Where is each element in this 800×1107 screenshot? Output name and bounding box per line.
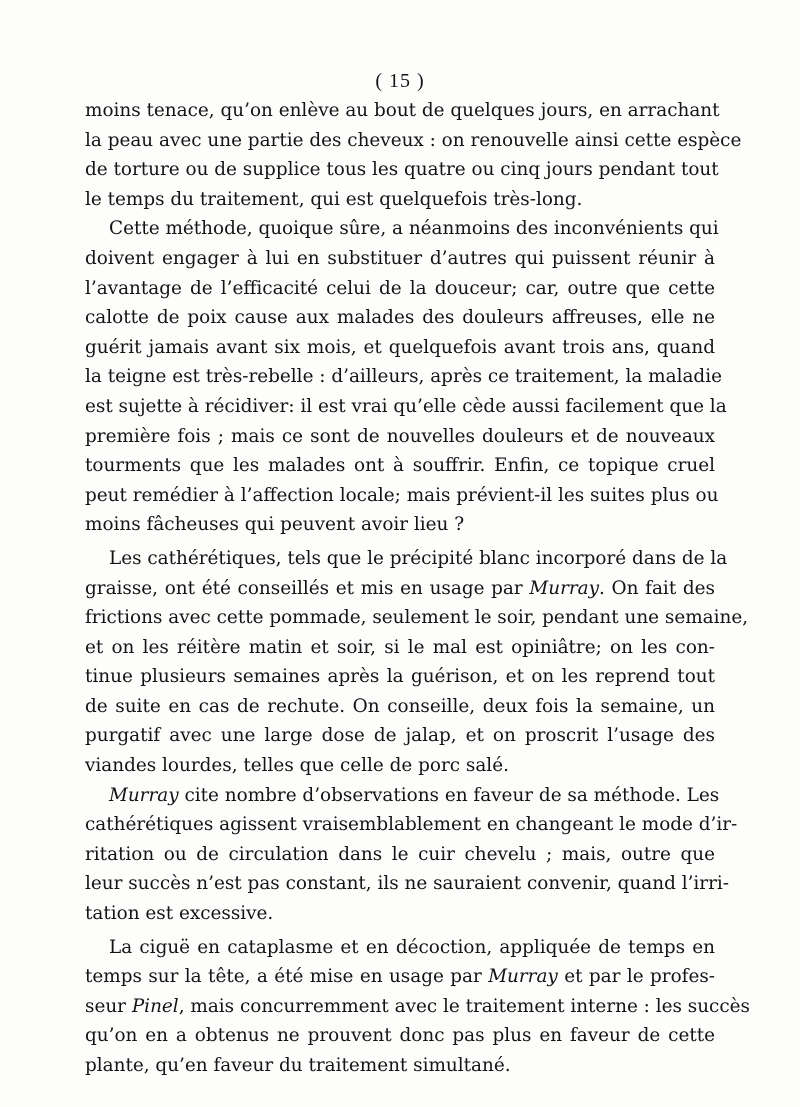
text-line: de suite en cas de rechute. On conseille, deux fois la semaine, un <box>85 695 715 717</box>
page-number: ( 15 ) <box>375 70 425 92</box>
text-line: est sujette à récidiver: il est vrai qu’elle cède aussi facilement que la <box>85 395 727 417</box>
text-line: moins tenace, qu’on enlève au bout de quelques jours, en arrachant <box>85 100 720 121</box>
text-line: temps sur la tête, a été mise en usage par Murray et par le profes- <box>85 966 715 988</box>
text-line: guérit jamais avant six mois, et quelquefois avant trois ans, quand <box>85 336 715 358</box>
text-line: doivent engager à lui en substituer d’autres qui puissent réunir à <box>85 247 715 269</box>
body-text <box>85 96 750 1081</box>
text-line: graisse, ont été conseillés et mis en usage par Murray. On fait des <box>85 577 715 599</box>
text-line: qu’on en a obtenus ne prouvent donc pas plus en faveur de cette <box>85 1025 715 1047</box>
paragraph-methode <box>85 214 727 540</box>
text-line: plante, qu’en faveur du traitement simultané. <box>85 1055 511 1076</box>
paragraph-murray-observations <box>85 781 738 929</box>
text-line: tourments que les malades ont à souffrir. Enfin, ce topique cruel <box>85 455 715 477</box>
text-line: leur succès n’est pas constant, ils ne sauraient convenir, quand l’irri- <box>85 873 729 895</box>
text-line: Cette méthode, quoique sûre, a néanmoins des inconvénients qui <box>109 218 719 240</box>
text-line: l’avantage de l’efficacité celui de la douceur; car, outre que cette <box>85 277 715 299</box>
paragraph-continuation <box>85 96 742 214</box>
text-line: et on les réitère matin et soir, si le mal est opiniâtre; on les con- <box>85 636 715 658</box>
author-name-murray: Murray <box>488 966 558 988</box>
text-line: tinue plusieurs semaines après la guérison, et on les reprend tout <box>85 666 715 688</box>
text-line: frictions avec cette pommade, seulement le soir, pendant une semaine, <box>85 607 749 629</box>
text-line: cathérétiques agissent vraisemblablement en changeant le mode d’ir- <box>85 814 738 836</box>
text-line: ritation ou de circulation dans le cuir chevelu ; mais, outre que <box>85 843 715 865</box>
text-line: purgatif avec une large dose de jalap, et on proscrit l’usage des <box>85 725 715 747</box>
text-line: le temps du traitement, qui est quelquefois très-long. <box>85 188 583 210</box>
text-line: de torture ou de supplice tous les quatre ou cinq jours pendant tout <box>85 159 719 181</box>
text-line: La ciguë en cataplasme et en décoction, appliquée de temps en <box>109 936 715 958</box>
paragraph-cigue <box>85 933 750 1081</box>
text-line: viandes lourdes, telles que celle de porc salé. <box>85 755 509 777</box>
text-line: calotte de poix cause aux malades des douleurs affreuses, elle ne <box>85 307 715 329</box>
text-line: Murray cite nombre d’observations en faveur de sa méthode. Les <box>109 784 720 806</box>
text-line: tation est excessive. <box>85 903 274 925</box>
text-line: la teigne est très-rebelle : d’ailleurs, après ce traitement, la maladie <box>85 366 722 388</box>
author-name-murray: Murray <box>109 784 179 806</box>
text-line: peut remédier à l’affection locale; mais prévient-il les suites plus ou <box>85 484 719 506</box>
text-line: première fois ; mais ce sont de nouvelles douleurs et de nouveaux <box>85 425 715 447</box>
text-line: la peau avec une partie des cheveux : on renouvelle ainsi cette espèce <box>85 129 742 151</box>
text-line: Les cathérétiques, tels que le précipité blanc incorporé dans de la <box>109 547 728 569</box>
text-line: seur Pinel, mais concurremment avec le traitement interne : les succès <box>85 995 750 1017</box>
author-name-pinel: Pinel <box>131 995 179 1017</box>
paragraph-catheretiques <box>85 544 749 781</box>
text-line: moins fâcheuses qui peuvent avoir lieu ? <box>85 514 465 536</box>
author-name-murray: Murray <box>529 577 600 599</box>
